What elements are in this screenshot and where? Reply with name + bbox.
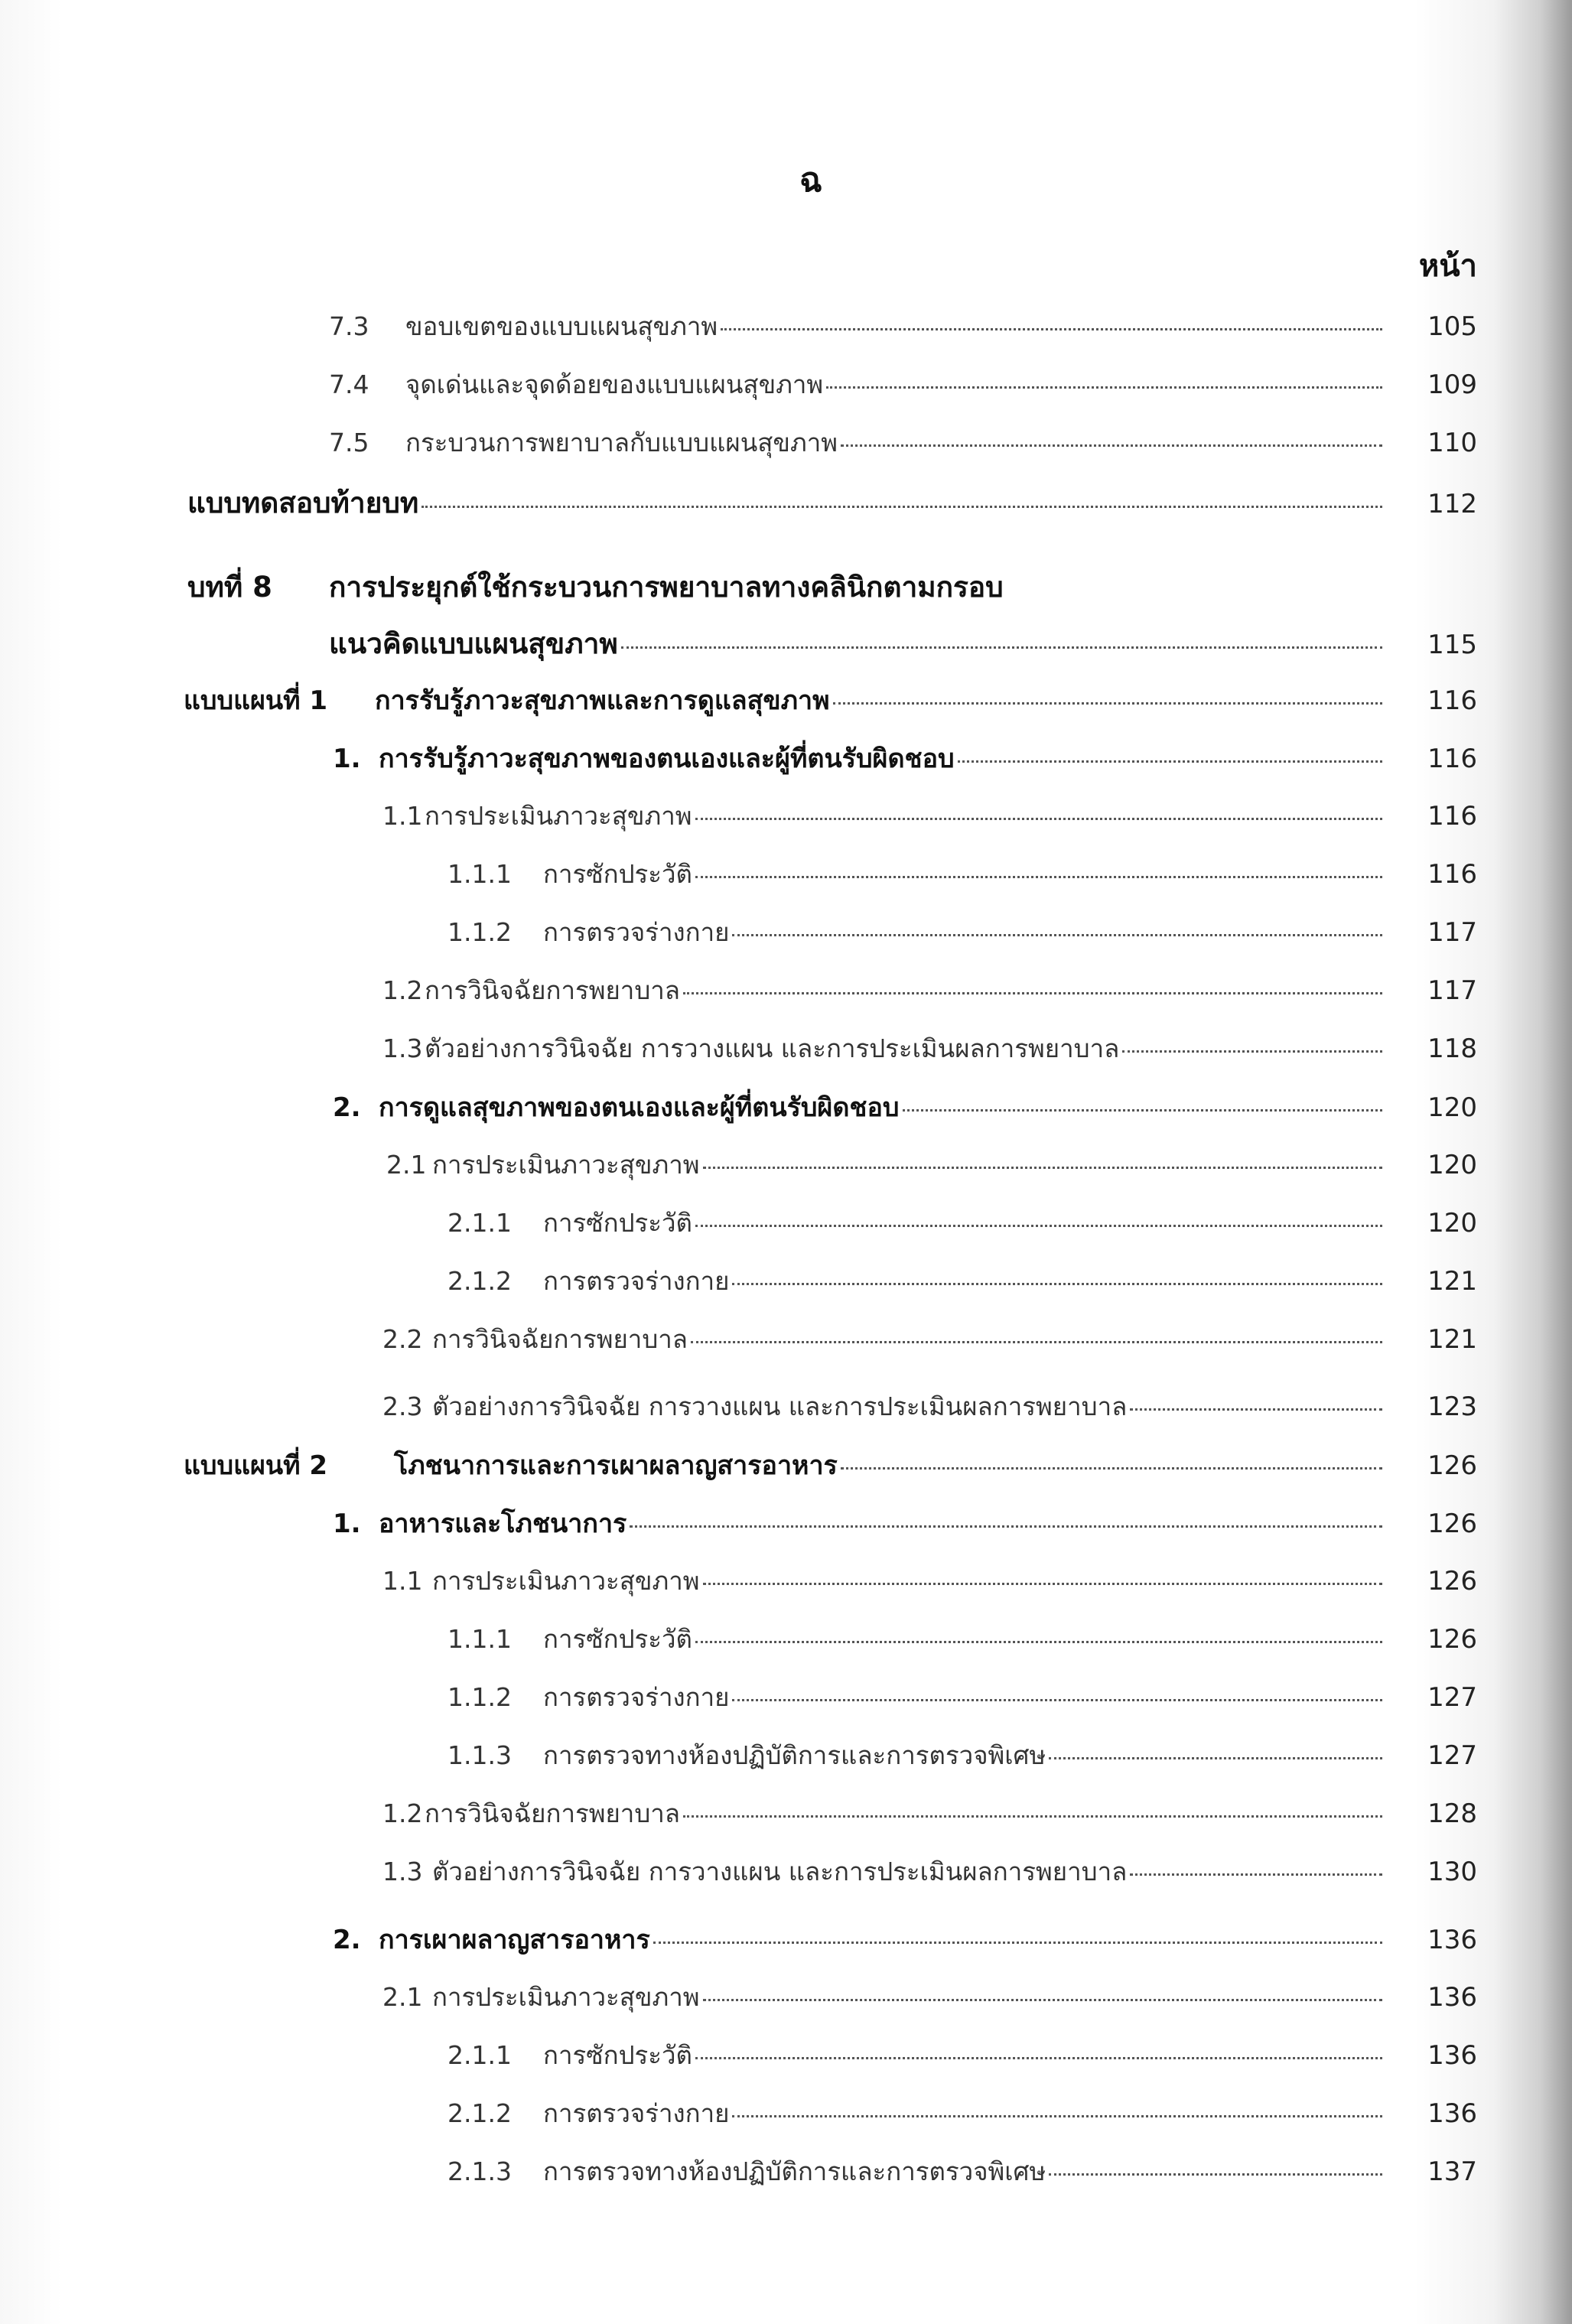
toc-entry-number: 1.1.2 — [448, 917, 512, 947]
toc-entry-number: แบบแผนที่ 2 — [184, 1450, 328, 1481]
dot-leader — [1122, 1050, 1382, 1053]
toc-entry-title: การประเมินภาวะสุขภาพ — [425, 801, 692, 831]
dot-leader — [732, 1699, 1382, 1701]
toc-entry — [0, 1677, 1572, 1720]
toc-entry-number: 2. — [333, 1925, 361, 1955]
toc-entry — [0, 2093, 1572, 2136]
toc-entry-page: 137 — [1427, 2156, 1477, 2187]
toc-entry-title: การซักประวัติ — [543, 1624, 692, 1654]
toc-entry — [0, 1319, 1572, 1362]
toc-entry-title: การตรวจทางห้องปฏิบัติการและการตรวจพิเศษ — [543, 1740, 1046, 1770]
toc-entry-page: 128 — [1427, 1798, 1477, 1829]
toc-entry-page: 116 — [1427, 744, 1477, 774]
toc-entry-title: การเผาผลาญสารอาหาร — [379, 1925, 650, 1955]
toc-entry — [0, 1919, 1572, 1961]
toc-entry — [0, 912, 1572, 955]
toc-entry-title: แนวคิดแบบแผนสุขภาพ — [329, 627, 618, 660]
toc-entry — [0, 854, 1572, 897]
dot-leader — [421, 506, 1382, 508]
toc-entry-number: 1.1.3 — [448, 1740, 512, 1770]
toc-entry — [0, 796, 1572, 838]
toc-entry-page: 136 — [1427, 2040, 1477, 2071]
toc-entry-page: 126 — [1427, 1509, 1477, 1539]
dot-leader — [841, 444, 1382, 447]
toc-entry — [0, 737, 1572, 780]
toc-entry-number: 1.1.1 — [448, 859, 512, 889]
toc-entry-page: 136 — [1427, 1925, 1477, 1955]
toc-entry — [0, 480, 1572, 523]
dot-leader — [833, 702, 1382, 705]
toc-entry-number: 1.2 — [382, 975, 423, 1005]
toc-entry-title: ตัวอย่างการวินิจฉัย การวางแผน และการประเมินผลการพยาบาล — [432, 1391, 1128, 1421]
toc-entry-number: 1.1 — [382, 801, 423, 831]
toc-entry-number: 2.2 — [382, 1324, 423, 1354]
toc-entry-title: การดูแลสุขภาพของตนเองและผู้ที่ตนรับผิดชอบ — [379, 1092, 900, 1123]
toc-entry-page: 127 — [1427, 1682, 1477, 1713]
toc-entry-page: 121 — [1427, 1266, 1477, 1297]
toc-entry — [0, 1851, 1572, 1894]
toc-entry-number: 2.1 — [382, 1982, 423, 2012]
dot-leader — [695, 818, 1383, 820]
toc-entry-number: 2.1.2 — [448, 2098, 512, 2128]
toc-entry-number: 1. — [333, 744, 361, 774]
toc-entry-title: ขอบเขตของแบบแผนสุขภาพ — [405, 311, 718, 341]
toc-entry-page: 109 — [1427, 369, 1477, 400]
dot-leader — [1049, 2173, 1382, 2176]
toc-chapter-heading — [0, 565, 1572, 607]
toc-entry-number: 1.2 — [382, 1798, 423, 1828]
toc-entry-number: 7.3 — [329, 311, 369, 341]
dot-leader — [841, 1467, 1382, 1470]
toc-entry-number: 2.3 — [382, 1391, 423, 1421]
toc-entry-number: 7.4 — [329, 369, 369, 399]
toc-entry — [0, 1028, 1572, 1071]
page-number-letter: ฉ — [799, 161, 822, 200]
toc-entry-title: การตรวจทางห้องปฏิบัติการและการตรวจพิเศษ — [543, 2156, 1046, 2186]
dot-leader — [691, 1341, 1382, 1343]
toc-entry — [0, 1735, 1572, 1778]
chapter-title: การประยุกต์ใช้กระบวนการพยาบาลทางคลินิกตามกรอบ — [329, 571, 1004, 604]
toc-entry — [0, 1977, 1572, 2020]
dot-leader — [703, 1583, 1383, 1585]
toc-entry — [0, 2151, 1572, 2194]
toc-entry — [0, 1203, 1572, 1245]
toc-entry-title: การประเมินภาวะสุขภาพ — [432, 1150, 700, 1180]
toc-entry-title: การตรวจร่างกาย — [543, 1266, 730, 1296]
dot-leader — [695, 1225, 1382, 1227]
toc-entry-page: 136 — [1427, 2098, 1477, 2129]
dot-leader — [683, 992, 1382, 994]
toc-entry — [0, 1386, 1572, 1429]
dot-leader — [721, 328, 1382, 330]
toc-entry-number: 2.1.3 — [448, 2156, 512, 2186]
toc-entry — [0, 1444, 1572, 1487]
toc-entry-number: 2.1.1 — [448, 2040, 512, 2070]
toc-entry — [0, 422, 1572, 465]
toc-entry-page: 120 — [1427, 1092, 1477, 1123]
toc-entry-page: 126 — [1427, 1450, 1477, 1481]
dot-leader — [732, 934, 1382, 936]
toc-entry-number: 1.3 — [382, 1857, 423, 1886]
toc-entry-title: กระบวนการพยาบาลกับแบบแผนสุขภาพ — [405, 428, 838, 457]
toc-entry-page: 127 — [1427, 1740, 1477, 1771]
toc-entry-number: 1.1 — [382, 1566, 423, 1596]
toc-entry-title: ตัวอย่างการวินิจฉัย การวางแผน และการประเมินผลการพยาบาล — [425, 1033, 1120, 1063]
dot-leader — [1130, 1408, 1382, 1411]
toc-entry-number: 2.1 — [386, 1150, 427, 1180]
dot-leader — [1130, 1873, 1382, 1876]
toc-entry-title: การซักประวัติ — [543, 859, 692, 889]
toc-entry-number: 7.5 — [329, 428, 369, 457]
dot-leader — [683, 1815, 1382, 1818]
toc-entry — [0, 306, 1572, 349]
toc-entry — [0, 679, 1572, 722]
page-column-header: หน้า — [1418, 249, 1477, 284]
dot-leader — [903, 1109, 1383, 1112]
toc-entry-page: 112 — [1427, 489, 1477, 519]
dot-leader — [703, 1999, 1383, 2001]
toc-entry — [0, 970, 1572, 1013]
toc-entry-page: 121 — [1427, 1324, 1477, 1355]
toc-entry-title: ตัวอย่างการวินิจฉัย การวางแผน และการประเมินผลการพยาบาล — [432, 1857, 1128, 1886]
toc-entry — [0, 364, 1572, 407]
toc-entry-number: 1.1.2 — [448, 1682, 512, 1712]
toc-entry — [0, 1793, 1572, 1836]
toc-entry-number: 2. — [333, 1092, 361, 1123]
toc-entry — [0, 2035, 1572, 2078]
toc-entry-page: 117 — [1427, 975, 1477, 1006]
toc-entry-page: 116 — [1427, 801, 1477, 832]
dot-leader — [732, 2115, 1382, 2117]
toc-entry-page: 117 — [1427, 917, 1477, 948]
toc-entry-title: การซักประวัติ — [543, 2040, 692, 2070]
toc-entry-number: 2.1.2 — [448, 1266, 512, 1296]
dot-leader — [826, 386, 1382, 389]
toc-entry-page: 105 — [1427, 311, 1477, 342]
dot-leader — [703, 1167, 1383, 1169]
toc-entry-title: อาหารและโภชนาการ — [379, 1509, 627, 1539]
toc-entry-title: โภชนาการและการเผาผลาญสารอาหาร — [394, 1450, 838, 1481]
dot-leader — [630, 1525, 1382, 1528]
toc-entry — [0, 621, 1572, 664]
toc-entry-page: 120 — [1427, 1208, 1477, 1238]
toc-entry-title: การประเมินภาวะสุขภาพ — [432, 1982, 700, 2012]
toc-entry-page: 123 — [1427, 1391, 1477, 1422]
toc-entry — [0, 1261, 1572, 1304]
toc-entry-title: การซักประวัติ — [543, 1208, 692, 1238]
toc-entry-page: 116 — [1427, 859, 1477, 890]
toc-entry-page: 110 — [1427, 428, 1477, 458]
dot-leader — [695, 1641, 1382, 1643]
toc-entry-title: จุดเด่นและจุดด้อยของแบบแผนสุขภาพ — [405, 369, 824, 399]
toc-entry-page: 136 — [1427, 1982, 1477, 2013]
toc-entry-title: การรับรู้ภาวะสุขภาพของตนเองและผู้ที่ตนรับผิดชอบ — [379, 744, 955, 774]
dot-leader — [695, 876, 1382, 878]
toc-entry-page: 126 — [1427, 1566, 1477, 1597]
toc-entry-page: 115 — [1427, 630, 1477, 660]
dot-leader — [732, 1283, 1382, 1285]
dot-leader — [695, 2057, 1382, 2059]
dot-leader — [653, 1942, 1382, 1944]
toc-entry-number: 2.1.1 — [448, 1208, 512, 1238]
toc-entry-page: 118 — [1427, 1033, 1477, 1064]
toc-entry-number: 1.3 — [382, 1033, 423, 1063]
toc-entry-number: แบบแผนที่ 1 — [184, 685, 328, 716]
toc-entry — [0, 1619, 1572, 1662]
toc-entry — [0, 1086, 1572, 1129]
dot-leader — [621, 646, 1382, 649]
dot-leader — [958, 760, 1382, 763]
toc-entry — [0, 1502, 1572, 1545]
toc-entry-page: 120 — [1427, 1150, 1477, 1180]
toc-entry — [0, 1561, 1572, 1603]
dot-leader — [1049, 1757, 1382, 1759]
toc-entry-title: การตรวจร่างกาย — [543, 2098, 730, 2128]
toc-entry-number: 1.1.1 — [448, 1624, 512, 1654]
toc-entry-title: การตรวจร่างกาย — [543, 917, 730, 947]
toc-entry-title: การตรวจร่างกาย — [543, 1682, 730, 1712]
toc-entry-title: แบบทดสอบท้ายบท — [187, 487, 419, 519]
toc-entry-title: การวินิจฉัยการพยาบาล — [425, 975, 681, 1005]
chapter-number: บทที่ 8 — [187, 571, 272, 604]
toc-entry-page: 130 — [1427, 1857, 1477, 1887]
toc-entry-title: การรับรู้ภาวะสุขภาพและการดูแลสุขภาพ — [375, 685, 830, 716]
toc-entry-title: การวินิจฉัยการพยาบาล — [425, 1798, 681, 1828]
toc-entry-page: 116 — [1427, 685, 1477, 716]
toc-entry-number: 1. — [333, 1509, 361, 1539]
toc-entry-title: การประเมินภาวะสุขภาพ — [432, 1566, 700, 1596]
toc-entry-page: 126 — [1427, 1624, 1477, 1655]
toc-entry-title: การวินิจฉัยการพยาบาล — [432, 1324, 688, 1354]
toc-entry — [0, 1144, 1572, 1187]
